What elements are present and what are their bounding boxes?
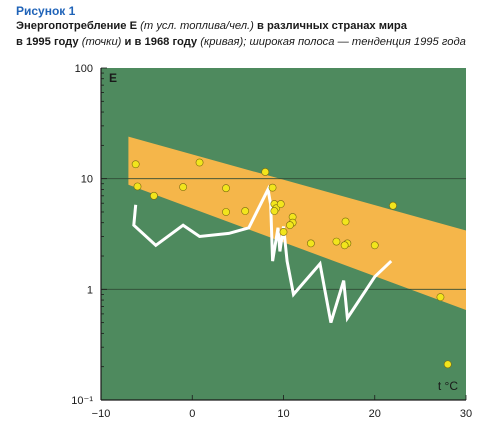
x-tick-label: 20 [368, 408, 381, 420]
data-point-1995 [389, 202, 396, 209]
x-tick-label: 0 [189, 408, 196, 420]
data-point-1995 [134, 183, 141, 190]
data-point-1995 [371, 242, 378, 249]
caption-part: (т усл. топлива/чел.) [140, 20, 254, 32]
data-point-1995 [271, 207, 278, 214]
data-point-1995 [222, 185, 229, 192]
caption-part: в 1995 году [16, 36, 79, 48]
caption-part: в различных странах мира [256, 20, 407, 32]
data-point-1995 [196, 159, 203, 166]
data-point-1995 [341, 242, 348, 249]
data-point-1995 [286, 222, 293, 229]
x-tick-label: −10 [91, 408, 111, 420]
data-point-1995 [280, 228, 287, 235]
data-point-1995 [342, 218, 349, 225]
x-axis-label: t °C [437, 379, 458, 393]
data-point-1995 [180, 183, 187, 190]
x-tick-label: 10 [277, 408, 290, 420]
data-point-1995 [277, 200, 284, 207]
y-tick-label: 1 [86, 284, 93, 297]
data-point-1995 [262, 168, 269, 175]
data-point-1995 [333, 238, 340, 245]
caption-part: Энергопотребление Е [16, 20, 138, 32]
data-point-1995 [269, 184, 276, 191]
y-tick-label: 10⁻¹ [71, 395, 93, 407]
data-point-1995 [150, 192, 157, 199]
data-point-1995 [444, 361, 451, 368]
data-point-1995 [132, 161, 139, 168]
data-point-1995 [222, 208, 229, 215]
caption-part: и в 1968 году [124, 36, 198, 48]
y-tick-label: 100 [74, 63, 93, 75]
y-axis-label: E [109, 71, 118, 85]
figure-label: Рисунок 1 [16, 4, 76, 18]
caption-part: (кривая); широкая полоса — тенденция 1995 года [200, 36, 466, 48]
data-point-1995 [437, 294, 444, 301]
data-point-1995 [242, 207, 249, 214]
y-tick-label: 10 [80, 173, 93, 186]
caption-part: (точки) [81, 36, 122, 48]
data-point-1995 [307, 240, 314, 247]
x-tick-label: 30 [459, 408, 473, 420]
